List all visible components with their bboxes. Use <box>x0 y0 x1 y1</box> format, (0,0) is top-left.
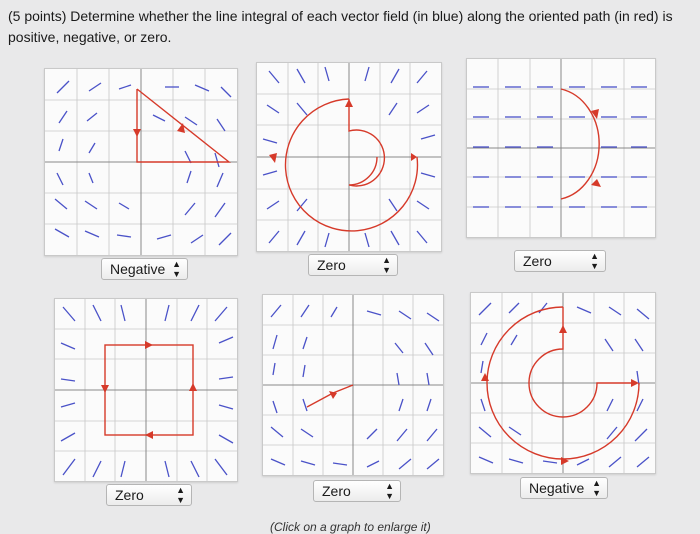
updown-chevron-icon: ▲ ▼ <box>592 478 601 498</box>
answer-select-4-value: Zero <box>115 487 144 503</box>
answer-select-6[interactable] <box>520 477 608 499</box>
question-text: (5 points) Determine whether the line integral of each vector field (in blue) along the oriented path (in red) is positive, negative, or zero. <box>8 8 673 45</box>
graph-5[interactable] <box>262 294 444 476</box>
answer-select-5-value: Zero <box>322 483 351 499</box>
updown-chevron-icon: ▲ ▼ <box>172 259 181 279</box>
enlarge-hint: (Click on a graph to enlarge it) <box>270 520 431 534</box>
updown-chevron-icon: ▲ ▼ <box>385 481 394 501</box>
updown-chevron-icon: ▲ ▼ <box>590 251 599 271</box>
answer-select-5[interactable] <box>313 480 401 502</box>
graph-1[interactable] <box>44 68 238 256</box>
graph-4-plot <box>55 299 237 481</box>
updown-chevron-icon: ▲ ▼ <box>382 255 391 275</box>
updown-chevron-icon: ▲ ▼ <box>176 485 185 505</box>
answer-select-1[interactable] <box>101 258 188 280</box>
graph-2-plot <box>257 63 441 251</box>
graph-6-plot <box>471 293 655 473</box>
graph-3[interactable] <box>466 58 656 238</box>
answer-select-3-value: Zero <box>523 253 552 269</box>
graph-4[interactable] <box>54 298 238 482</box>
answer-select-3[interactable] <box>514 250 606 272</box>
answer-select-2[interactable] <box>308 254 398 276</box>
graph-1-plot <box>45 69 237 255</box>
answer-select-6-value: Negative <box>529 480 585 496</box>
graph-5-plot <box>263 295 443 475</box>
answer-select-1-value: Negative <box>110 261 166 277</box>
answer-select-4[interactable] <box>106 484 192 506</box>
graph-3-plot <box>467 59 655 237</box>
graph-2[interactable] <box>256 62 442 252</box>
answer-select-2-value: Zero <box>317 257 346 273</box>
graph-6[interactable] <box>470 292 656 474</box>
